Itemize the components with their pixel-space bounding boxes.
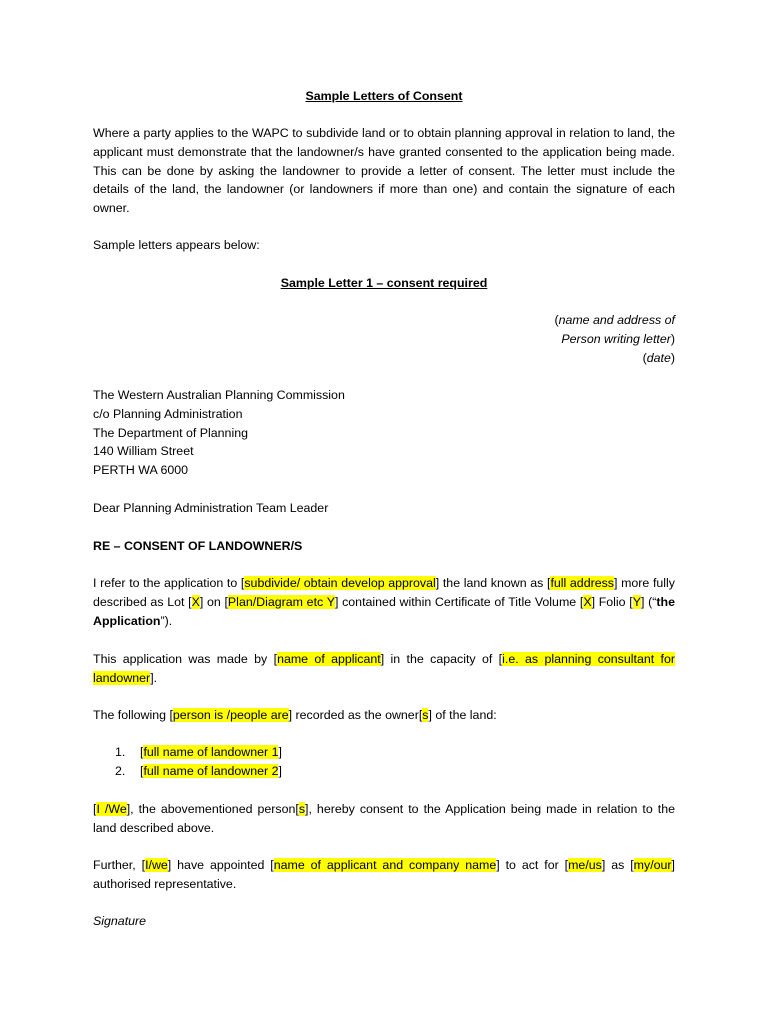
placeholder-highlight: subdivide/ obtain develop approval (244, 576, 436, 590)
placeholder-highlight: my/our (633, 858, 672, 872)
address-line: PERTH WA 6000 (93, 463, 189, 478)
address-line: The Western Australian Planning Commission (93, 388, 345, 402)
signature-label: Signature (93, 914, 147, 928)
list-item: 1. [full name of landowner 1] (115, 745, 282, 759)
paragraph-owners: The following [person is /people are] recorded as the owner[s] of the land: (93, 708, 497, 722)
placeholder-highlight: full name of landowner 1 (143, 745, 279, 759)
placeholder-highlight: s (298, 802, 306, 816)
placeholder-highlight: i.e. as planning consultant for landowner (93, 652, 676, 685)
placeholder-highlight: me/us (568, 858, 602, 872)
list-item: 2. [full name of landowner 2] (115, 763, 282, 778)
placeholder-highlight: name of applicant and company name (273, 858, 497, 872)
placeholder-highlight: X (583, 594, 592, 609)
placeholder-highlight: Plan/Diagram etc Y (227, 594, 335, 609)
placeholder-highlight: s (422, 708, 429, 722)
letter1-heading: Sample Letter 1 – consent required (280, 276, 488, 290)
sender-block (93, 311, 675, 367)
owners-list (93, 743, 675, 781)
sample-intro: Sample letters appears below: (93, 238, 260, 252)
paragraph-consent: [I /We], the abovementioned person[s], hereby consent to the Application being made in relation to the land described above. (93, 802, 675, 835)
address-line: c/o Planning Administration (93, 406, 243, 421)
placeholder-highlight: person is /people are (172, 708, 289, 722)
placeholder-highlight: Y (632, 594, 641, 609)
paragraph-applicant: This application was made by [name of applicant] in the capacity of [i.e. as planning consultant for landowner]. (93, 652, 676, 685)
sender-line-2: Person writing letter) (561, 331, 675, 346)
placeholder-highlight: I /We (96, 802, 127, 816)
placeholder-highlight: full name of landowner 2 (143, 763, 279, 778)
placeholder-highlight: X (191, 594, 200, 609)
sender-date: (date) (642, 350, 675, 365)
address-line: 140 William Street (93, 444, 194, 459)
placeholder-highlight: name of applicant (277, 652, 381, 666)
document-title: Sample Letters of Consent (305, 89, 463, 103)
address-line: The Department of Planning (93, 425, 248, 440)
placeholder-highlight: I/we (145, 858, 168, 872)
paragraph-representative: Further, [I/we] have appointed [name of applicant and company name] to act for [me/us] as [my/our] authorised representative. (93, 858, 675, 891)
salutation: Dear Planning Administration Team Leader (93, 501, 329, 515)
paragraph-application: I refer to the application to [subdivide/ obtain develop approval] the land known as [full address] more fully described as Lot [X] on [Plan/Diagram etc Y] contained within Certificate of Title Volume [X] Folio [Y] (“the Application”). (93, 576, 675, 628)
placeholder-highlight: full address (550, 576, 614, 590)
sender-line-1: (name and address of (554, 313, 675, 327)
intro-paragraph: Where a party applies to the WAPC to subdivide land or to obtain planning approval in relation to land, the applicant must demonstrate that the landowner/s have granted consented to the application being made. This can be done by asking the landowner to provide a letter of consent. The letter must include the details of the land, the landowner (or landowners if more than one) and contain the signature of each owner. (93, 126, 675, 216)
re-line: RE – CONSENT OF LANDOWNER/S (93, 539, 303, 553)
recipient-address (93, 386, 675, 480)
